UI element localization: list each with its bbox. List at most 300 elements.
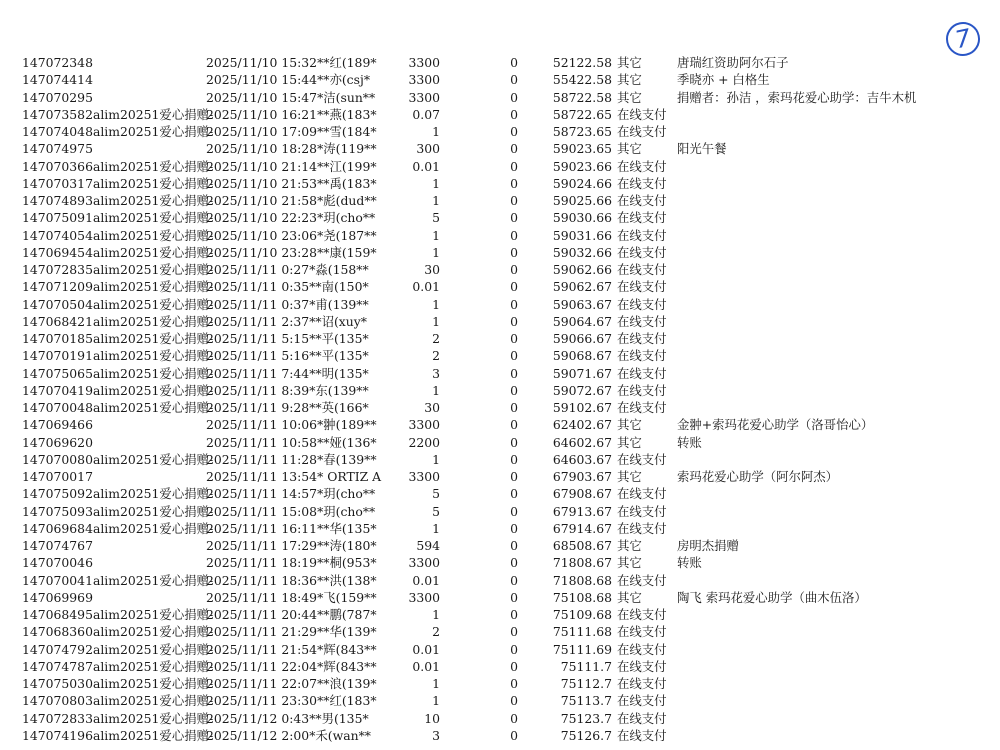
transaction-time-payer bbox=[206, 537, 377, 554]
ledger-row bbox=[0, 399, 1000, 416]
transaction-time: 2025/11/11 10:06 bbox=[206, 417, 318, 433]
fee: 0 bbox=[510, 451, 518, 467]
transaction-time-payer bbox=[206, 692, 377, 709]
ledger-row bbox=[0, 416, 1000, 433]
transaction-time: 2025/11/11 17:29 bbox=[206, 538, 318, 553]
payer: **康(159* bbox=[317, 244, 377, 260]
payment-type: 其它 bbox=[617, 417, 642, 433]
balance: 59032.66 bbox=[552, 244, 612, 260]
fee: 0 bbox=[510, 624, 518, 640]
ledger-row bbox=[0, 727, 1000, 744]
payer: **洪(138* bbox=[317, 572, 377, 588]
ledger-row bbox=[0, 710, 1000, 727]
payer: * ORTIZ A bbox=[317, 469, 382, 484]
transaction-id: 147072833alim20251爱心捐赠- bbox=[22, 710, 214, 726]
transaction-time: 2025/11/11 22:04 bbox=[206, 658, 318, 674]
amount: 0.01 bbox=[412, 279, 440, 295]
payer: *玥(cho** bbox=[317, 210, 376, 226]
transaction-time: 2025/11/10 15:47 bbox=[206, 89, 318, 105]
transaction-time-payer bbox=[206, 123, 377, 140]
ledger-row bbox=[0, 227, 1000, 244]
transaction-time-payer bbox=[206, 468, 381, 485]
ledger-row bbox=[0, 140, 1000, 157]
payer: **涛(180* bbox=[317, 538, 377, 553]
amount: 1 bbox=[432, 124, 440, 139]
transaction-time-payer bbox=[206, 227, 377, 244]
transaction-id: 147070017 bbox=[22, 469, 93, 484]
payment-type: 在线支付 bbox=[617, 296, 667, 312]
amount: 1 bbox=[432, 244, 440, 260]
payment-type: 其它 bbox=[617, 141, 642, 157]
payer: **红(189* bbox=[317, 55, 377, 70]
balance: 64603.67 bbox=[552, 451, 612, 467]
transaction-time-payer bbox=[206, 158, 377, 175]
balance: 67914.67 bbox=[552, 520, 612, 536]
transaction-time-payer bbox=[206, 503, 375, 520]
amount: 1 bbox=[432, 676, 440, 691]
payment-type: 其它 bbox=[617, 55, 642, 70]
transaction-time: 2025/11/11 9:28 bbox=[206, 400, 310, 415]
transaction-id: 147070080alim20251爱心捐赠- bbox=[22, 451, 214, 467]
balance: 71808.67 bbox=[552, 555, 612, 571]
transaction-id: 147070185alim20251爱心捐赠- bbox=[22, 331, 214, 346]
balance: 59064.67 bbox=[552, 313, 612, 329]
balance: 59066.67 bbox=[552, 331, 612, 346]
transaction-id: 147069684alim20251爱心捐赠- bbox=[22, 520, 214, 536]
transaction-id: 147070803alim20251爱心捐赠- bbox=[22, 693, 214, 709]
transaction-time-payer bbox=[206, 641, 377, 658]
transaction-time: 2025/11/10 22:23 bbox=[206, 210, 318, 226]
amount: 0.01 bbox=[412, 641, 440, 657]
amount: 2 bbox=[432, 331, 440, 346]
payment-type: 在线支付 bbox=[617, 624, 667, 640]
balance: 59071.67 bbox=[552, 365, 612, 381]
amount: 0.01 bbox=[412, 572, 440, 588]
transaction-time: 2025/11/11 13:54 bbox=[206, 469, 318, 484]
ledger-row bbox=[0, 451, 1000, 468]
payer: **娅(136* bbox=[317, 434, 377, 450]
payer: **红(183* bbox=[317, 693, 377, 709]
payment-type: 其它 bbox=[617, 434, 642, 450]
amount: 3 bbox=[432, 727, 440, 743]
transaction-time-payer bbox=[206, 330, 369, 347]
ledger-row bbox=[0, 537, 1000, 554]
payment-type: 在线支付 bbox=[617, 365, 667, 381]
balance: 59025.66 bbox=[552, 193, 612, 208]
remark: 转账 bbox=[677, 555, 702, 571]
ledger-row bbox=[0, 209, 1000, 226]
balance: 75111.69 bbox=[552, 641, 612, 657]
transaction-id: 147068421alim20251爱心捐赠- bbox=[22, 313, 214, 329]
handwritten-page-number: 7 bbox=[943, 19, 983, 59]
fee: 0 bbox=[510, 227, 518, 243]
balance: 75126.7 bbox=[560, 727, 612, 743]
transaction-time-payer bbox=[206, 416, 377, 433]
ledger-row bbox=[0, 296, 1000, 313]
ledger-row bbox=[0, 175, 1000, 192]
amount: 3300 bbox=[408, 469, 440, 484]
ledger-row bbox=[0, 434, 1000, 451]
payment-type: 在线支付 bbox=[617, 313, 667, 329]
balance: 59023.65 bbox=[552, 141, 612, 157]
payment-type: 在线支付 bbox=[617, 486, 667, 502]
transaction-id: 147068360alim20251爱心捐赠- bbox=[22, 624, 214, 640]
transaction-time: 2025/11/10 15:32 bbox=[206, 55, 318, 70]
transaction-time: 2025/11/11 18:49 bbox=[206, 589, 318, 605]
amount: 5 bbox=[432, 486, 440, 502]
payer: *甫(139** bbox=[309, 296, 369, 312]
transaction-time-payer bbox=[206, 572, 377, 589]
amount: 2 bbox=[432, 624, 440, 640]
payment-type: 在线支付 bbox=[617, 106, 667, 122]
transaction-id: 147070048alim20251爱心捐赠- bbox=[22, 400, 214, 415]
ledger-row bbox=[0, 192, 1000, 209]
amount: 1 bbox=[432, 451, 440, 467]
ledger-row bbox=[0, 641, 1000, 658]
fee: 0 bbox=[510, 417, 518, 433]
remark: 捐赠者：孙洁 ，索玛花爱心助学：吉牛木机 bbox=[677, 89, 917, 105]
balance: 59068.67 bbox=[552, 348, 612, 364]
payment-type: 在线支付 bbox=[617, 262, 667, 277]
balance: 75112.7 bbox=[560, 676, 612, 691]
fee: 0 bbox=[510, 520, 518, 536]
transaction-time-payer bbox=[206, 261, 369, 278]
payer: *玥(cho** bbox=[317, 486, 376, 502]
ledger-row bbox=[0, 158, 1000, 175]
balance: 58723.65 bbox=[552, 124, 612, 139]
fee: 0 bbox=[510, 193, 518, 208]
transaction-time-payer bbox=[206, 140, 377, 157]
payer: **英(166* bbox=[309, 400, 369, 415]
balance: 75113.7 bbox=[560, 693, 612, 709]
amount: 3300 bbox=[408, 72, 440, 88]
transaction-id: 147075093alim20251爱心捐赠- bbox=[22, 503, 214, 519]
payment-type: 其它 bbox=[617, 555, 642, 571]
transaction-time: 2025/11/10 23:28 bbox=[206, 244, 318, 260]
payment-type: 在线支付 bbox=[617, 227, 667, 243]
transaction-time: 2025/11/10 23:06 bbox=[206, 227, 318, 243]
transaction-id: 147075091alim20251爱心捐赠- bbox=[22, 210, 214, 226]
transaction-time: 2025/11/11 7:44 bbox=[206, 365, 310, 381]
ledger-row bbox=[0, 89, 1000, 106]
payment-type: 其它 bbox=[617, 72, 642, 88]
balance: 59031.66 bbox=[552, 227, 612, 243]
payer: *辉(843** bbox=[317, 641, 377, 657]
payer: *尧(187** bbox=[317, 227, 377, 243]
transaction-id: 147070366alim20251爱心捐赠- bbox=[22, 158, 214, 174]
fee: 0 bbox=[510, 607, 518, 622]
amount: 0.01 bbox=[412, 158, 440, 174]
payment-type: 其它 bbox=[617, 469, 642, 484]
ledger-row bbox=[0, 554, 1000, 571]
fee: 0 bbox=[510, 710, 518, 726]
transaction-time: 2025/11/11 21:29 bbox=[206, 624, 318, 640]
fee: 0 bbox=[510, 503, 518, 519]
payment-type: 在线支付 bbox=[617, 193, 667, 208]
payment-type: 在线支付 bbox=[617, 520, 667, 536]
transaction-time-payer bbox=[206, 485, 375, 502]
amount: 300 bbox=[416, 141, 440, 157]
payer: *禾(wan** bbox=[309, 727, 371, 743]
payer: *飞(159** bbox=[317, 589, 377, 605]
transaction-time: 2025/11/12 0:43 bbox=[206, 710, 310, 726]
fee: 0 bbox=[510, 313, 518, 329]
ledger-row bbox=[0, 244, 1000, 261]
transaction-time-payer bbox=[206, 554, 377, 571]
ledger-row bbox=[0, 606, 1000, 623]
fee: 0 bbox=[510, 158, 518, 174]
ledger-row bbox=[0, 520, 1000, 537]
ledger-row bbox=[0, 675, 1000, 692]
remark: 陶飞 索玛花爱心助学（曲木伍洛） bbox=[677, 589, 867, 605]
amount: 1 bbox=[432, 382, 440, 398]
fee: 0 bbox=[510, 365, 518, 381]
fee: 0 bbox=[510, 693, 518, 709]
transaction-time-payer bbox=[206, 313, 367, 330]
payer: **华(135* bbox=[317, 520, 377, 536]
remark: 房明杰捐赠 bbox=[677, 538, 739, 553]
transaction-id: 147074048alim20251爱心捐赠- bbox=[22, 124, 214, 139]
transaction-id: 147074414 bbox=[22, 72, 93, 88]
transaction-id: 147073582alim20251爱心捐赠- bbox=[22, 106, 214, 122]
transaction-id: 147075065alim20251爱心捐赠- bbox=[22, 365, 214, 381]
payment-type: 在线支付 bbox=[617, 382, 667, 398]
payment-type: 在线支付 bbox=[617, 331, 667, 346]
balance: 59063.67 bbox=[552, 296, 612, 312]
balance: 67903.67 bbox=[552, 469, 612, 484]
transaction-time: 2025/11/11 20:44 bbox=[206, 607, 318, 622]
transaction-id: 147074792alim20251爱心捐赠- bbox=[22, 641, 214, 657]
amount: 0.01 bbox=[412, 658, 440, 674]
transaction-id: 147074767 bbox=[22, 538, 93, 553]
transaction-id: 147070317alim20251爱心捐赠- bbox=[22, 175, 214, 191]
transaction-time-payer bbox=[206, 89, 375, 106]
transaction-time: 2025/11/11 23:30 bbox=[206, 693, 318, 709]
fee: 0 bbox=[510, 555, 518, 571]
amount: 30 bbox=[424, 262, 440, 277]
transaction-time: 2025/11/10 21:53 bbox=[206, 175, 318, 191]
balance: 52122.58 bbox=[552, 55, 612, 70]
amount: 1 bbox=[432, 313, 440, 329]
balance: 75108.68 bbox=[552, 589, 612, 605]
payer: **男(135* bbox=[309, 710, 369, 726]
fee: 0 bbox=[510, 124, 518, 139]
transaction-time-payer bbox=[206, 710, 369, 727]
remark: 唐瑞红资助阿尔石子 bbox=[677, 55, 789, 70]
balance: 58722.58 bbox=[552, 89, 612, 105]
amount: 2200 bbox=[408, 434, 440, 450]
amount: 0.07 bbox=[412, 106, 440, 122]
transaction-time: 2025/11/10 16:21 bbox=[206, 106, 318, 122]
payment-type: 在线支付 bbox=[617, 658, 667, 674]
payer: **江(199* bbox=[317, 158, 377, 174]
payer: *彪(dud** bbox=[317, 193, 377, 208]
transaction-id: 147074054alim20251爱心捐赠- bbox=[22, 227, 214, 243]
transaction-time: 2025/11/10 18:28 bbox=[206, 141, 318, 157]
transaction-id: 147074975 bbox=[22, 141, 93, 157]
transaction-time: 2025/11/11 14:57 bbox=[206, 486, 318, 502]
balance: 59024.66 bbox=[552, 175, 612, 191]
transaction-id: 147070041alim20251爱心捐赠- bbox=[22, 572, 214, 588]
transaction-time: 2025/11/11 2:37 bbox=[206, 313, 310, 329]
fee: 0 bbox=[510, 331, 518, 346]
fee: 0 bbox=[510, 400, 518, 415]
amount: 1 bbox=[432, 193, 440, 208]
payer: **桐(953* bbox=[317, 555, 377, 571]
balance: 59030.66 bbox=[552, 210, 612, 226]
transaction-id: 147070419alim20251爱心捐赠- bbox=[22, 382, 214, 398]
transaction-time: 2025/11/11 8:39 bbox=[206, 382, 310, 398]
transaction-time: 2025/11/11 11:28 bbox=[206, 451, 318, 467]
transaction-time: 2025/11/11 22:07 bbox=[206, 676, 318, 691]
amount: 1 bbox=[432, 693, 440, 709]
payment-type: 在线支付 bbox=[617, 244, 667, 260]
payer: *玥(cho** bbox=[317, 503, 376, 519]
payment-type: 在线支付 bbox=[617, 693, 667, 709]
remark: 转账 bbox=[677, 434, 702, 450]
transaction-time-payer bbox=[206, 520, 377, 537]
payer: **诏(xuy* bbox=[309, 313, 367, 329]
fee: 0 bbox=[510, 676, 518, 691]
fee: 0 bbox=[510, 55, 518, 70]
payer: **浪(139* bbox=[317, 676, 377, 691]
remark: 阳光午餐 bbox=[677, 141, 727, 157]
ledger-row bbox=[0, 54, 1000, 71]
remark: 索玛花爱心助学（阿尔阿杰） bbox=[677, 469, 839, 484]
balance: 64602.67 bbox=[552, 434, 612, 450]
fee: 0 bbox=[510, 262, 518, 277]
payer: *东(139** bbox=[309, 382, 369, 398]
ledger-row bbox=[0, 347, 1000, 364]
transaction-time: 2025/11/10 21:14 bbox=[206, 158, 318, 174]
payment-type: 在线支付 bbox=[617, 348, 667, 364]
transaction-id: 147071209alim20251爱心捐赠- bbox=[22, 279, 214, 295]
payment-type: 在线支付 bbox=[617, 710, 667, 726]
payment-type: 在线支付 bbox=[617, 727, 667, 743]
transaction-id: 147069969 bbox=[22, 589, 93, 605]
transaction-time: 2025/11/11 10:58 bbox=[206, 434, 318, 450]
fee: 0 bbox=[510, 296, 518, 312]
amount: 5 bbox=[432, 503, 440, 519]
fee: 0 bbox=[510, 89, 518, 105]
remark: 金翀+索玛花爱心助学（洛哥怡心） bbox=[677, 417, 874, 433]
payment-type: 在线支付 bbox=[617, 279, 667, 295]
ledger-row bbox=[0, 503, 1000, 520]
ledger-row bbox=[0, 692, 1000, 709]
transaction-time-payer bbox=[206, 175, 377, 192]
transaction-id: 147075092alim20251爱心捐赠- bbox=[22, 486, 214, 502]
payer: **平(135* bbox=[309, 331, 369, 346]
transaction-time: 2025/11/11 18:36 bbox=[206, 572, 318, 588]
transaction-time: 2025/11/10 15:44 bbox=[206, 72, 318, 88]
balance: 75111.7 bbox=[560, 658, 612, 674]
fee: 0 bbox=[510, 641, 518, 657]
amount: 3300 bbox=[408, 555, 440, 571]
transaction-time-payer bbox=[206, 278, 369, 295]
transaction-id: 147074893alim20251爱心捐赠- bbox=[22, 193, 214, 208]
transaction-time-payer bbox=[206, 347, 369, 364]
balance: 59102.67 bbox=[552, 400, 612, 415]
transaction-id: 147072348 bbox=[22, 55, 93, 70]
transaction-id: 147069454alim20251爱心捐赠- bbox=[22, 244, 214, 260]
ledger-row bbox=[0, 313, 1000, 330]
balance: 75123.7 bbox=[560, 710, 612, 726]
transaction-time: 2025/11/12 2:00 bbox=[206, 727, 310, 743]
payer: *辉(843** bbox=[317, 658, 377, 674]
transaction-time-payer bbox=[206, 434, 377, 451]
transaction-time-payer bbox=[206, 192, 377, 209]
fee: 0 bbox=[510, 244, 518, 260]
transaction-time-payer bbox=[206, 296, 369, 313]
fee: 0 bbox=[510, 382, 518, 398]
payment-type: 在线支付 bbox=[617, 175, 667, 191]
balance: 59072.67 bbox=[552, 382, 612, 398]
payment-type: 在线支付 bbox=[617, 676, 667, 691]
balance: 75111.68 bbox=[552, 624, 612, 640]
payer: **南(150* bbox=[309, 279, 369, 295]
transaction-time-payer bbox=[206, 623, 377, 640]
payment-type: 在线支付 bbox=[617, 451, 667, 467]
payer: *洁(sun** bbox=[317, 89, 376, 105]
ledger-row bbox=[0, 382, 1000, 399]
amount: 3 bbox=[432, 365, 440, 381]
fee: 0 bbox=[510, 589, 518, 605]
transaction-id: 147072835alim20251爱心捐赠- bbox=[22, 262, 214, 277]
transaction-id: 147070504alim20251爱心捐赠- bbox=[22, 296, 214, 312]
transaction-id: 147074196alim20251爱心捐赠- bbox=[22, 727, 214, 743]
amount: 594 bbox=[416, 538, 440, 553]
payment-type: 在线支付 bbox=[617, 210, 667, 226]
fee: 0 bbox=[510, 72, 518, 88]
ledger-row bbox=[0, 485, 1000, 502]
transaction-time: 2025/11/11 15:08 bbox=[206, 503, 318, 519]
payer: *涛(119** bbox=[317, 141, 377, 157]
payer: **禹(183* bbox=[317, 175, 377, 191]
amount: 3300 bbox=[408, 89, 440, 105]
transaction-time: 2025/11/11 21:54 bbox=[206, 641, 318, 657]
balance: 59023.66 bbox=[552, 158, 612, 174]
amount: 1 bbox=[432, 175, 440, 191]
balance: 71808.68 bbox=[552, 572, 612, 588]
balance: 59062.66 bbox=[552, 262, 612, 277]
amount: 1 bbox=[432, 520, 440, 536]
fee: 0 bbox=[510, 727, 518, 743]
transaction-time: 2025/11/11 16:11 bbox=[206, 520, 318, 536]
transaction-time: 2025/11/11 5:15 bbox=[206, 331, 310, 346]
fee: 0 bbox=[510, 572, 518, 588]
payment-type: 在线支付 bbox=[617, 572, 667, 588]
ledger-row bbox=[0, 589, 1000, 606]
transaction-time-payer bbox=[206, 399, 369, 416]
fee: 0 bbox=[510, 141, 518, 157]
ledger-row bbox=[0, 572, 1000, 589]
ledger-row bbox=[0, 123, 1000, 140]
balance: 59062.67 bbox=[552, 279, 612, 295]
fee: 0 bbox=[510, 434, 518, 450]
transaction-time: 2025/11/10 21:58 bbox=[206, 193, 318, 208]
balance: 67908.67 bbox=[552, 486, 612, 502]
amount: 1 bbox=[432, 607, 440, 622]
payment-type: 在线支付 bbox=[617, 607, 667, 622]
transaction-time-payer bbox=[206, 675, 377, 692]
payer: **燕(183* bbox=[317, 106, 377, 122]
amount: 30 bbox=[424, 400, 440, 415]
transaction-time-payer bbox=[206, 727, 371, 744]
payer: **亦(csj* bbox=[317, 72, 371, 88]
payer: *淼(158** bbox=[309, 262, 369, 277]
ledger-row bbox=[0, 468, 1000, 485]
transaction-time: 2025/11/10 17:09 bbox=[206, 124, 318, 139]
